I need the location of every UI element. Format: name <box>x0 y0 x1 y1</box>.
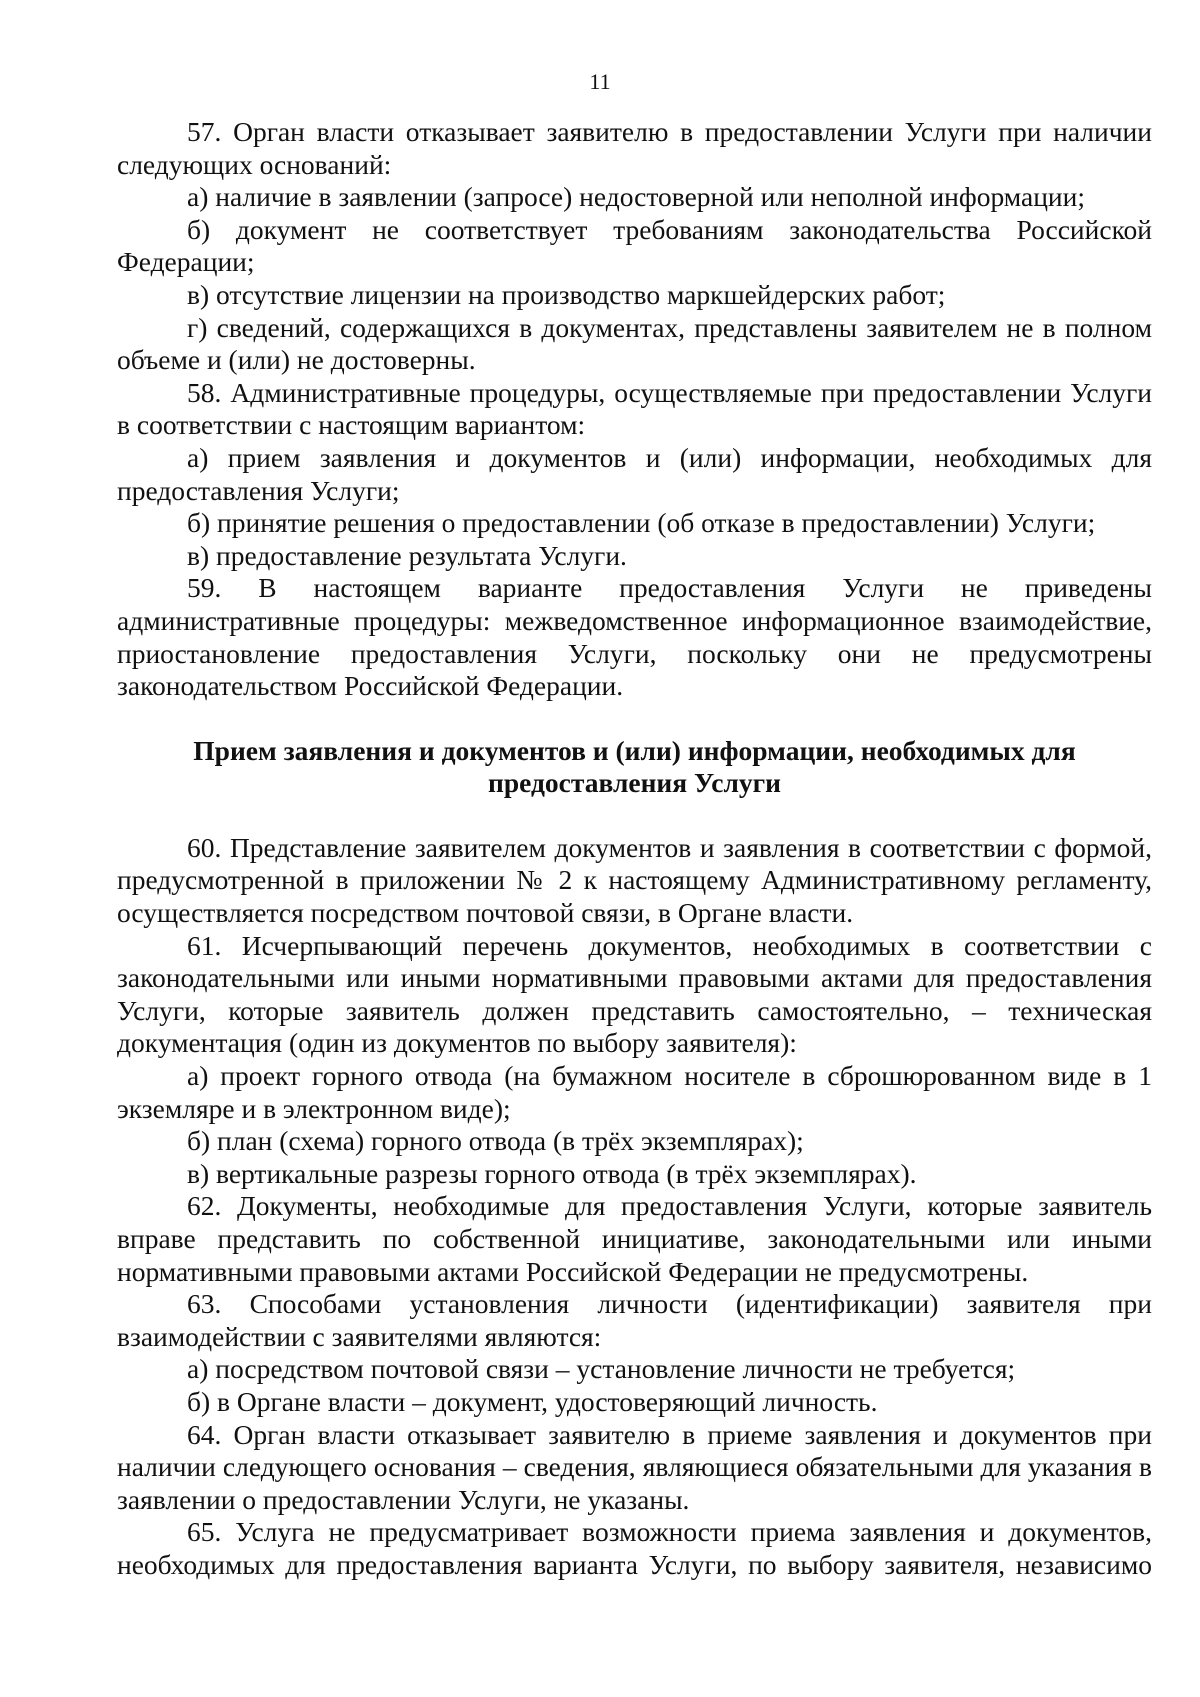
list-item-58b: б) принятие решения о предоставлении (об отказе в предоставлении) Услуги; <box>187 507 1096 539</box>
section-heading: Прием заявления и документов и (или) информации, необходимых для предоставления Услуги <box>193 734 1076 799</box>
list-item-57a: а) наличие в заявлении (запросе) недостоверной или неполной информации; <box>187 181 1085 213</box>
document-body <box>117 116 1152 1582</box>
list-item-57d: г) сведений, содержащихся в документах, представлены заявителем не в полном объеме и (или) не достоверны. <box>117 311 1152 376</box>
list-item-63b: б) в Органе власти – документ, удостоверяющий личность. <box>187 1385 878 1417</box>
paragraph-63: 63. Способами установления личности (идентификации) заявителя при взаимодействии с заявителями являются: <box>117 1288 1152 1352</box>
list-item-58a: а) прием заявления и документов и (или) информации, необходимых для предоставления Услуги; <box>117 441 1152 506</box>
paragraph-64: 64. Орган власти отказывает заявителю в приеме заявления и документов при наличии следующего основания – сведения, являющиеся обязательными для указания в заявлении о предоставлении Услуги, не указаны. <box>117 1418 1152 1515</box>
list-item-63a: а) посредством почтовой связи – установление личности не требуется; <box>187 1353 1016 1385</box>
paragraph-57: 57. Орган власти отказывает заявителю в предоставлении Услуги при наличии следующих оснований: <box>117 116 1152 180</box>
list-item-61b: б) план (схема) горного отвода (в трёх экземплярах); <box>187 1125 804 1157</box>
list-item-57c: в) отсутствие лицензии на производство маркшейдерских работ; <box>187 278 946 310</box>
paragraph-62: 62. Документы, необходимые для предоставления Услуги, которые заявитель вправе представить по собственной инициативе, законодательными или иными нормативными правовыми актами Российской Федерации не предусмотрены. <box>117 1190 1152 1287</box>
list-item-61c: в) вертикальные разрезы горного отвода (в трёх экземплярах). <box>187 1157 917 1189</box>
paragraph-59: 59. В настоящем варианте предоставления Услуги не приведены административные процедуры: межведомственное информационное взаимодействие, приостановление предоставления Услуги, поскольку они не предусмотрены законодательством Российской Федерации. <box>117 572 1152 702</box>
list-item-57b: б) документ не соответствует требованиям законодательства Российской Федерации; <box>117 213 1152 278</box>
page-number: 11 <box>589 69 611 94</box>
paragraph-58: 58. Административные процедуры, осуществляемые при предоставлении Услуги в соответствии с настоящим вариантом: <box>117 376 1152 441</box>
paragraph-60: 60. Представление заявителем документов и заявления в соответствии с формой, предусмотренной в приложении № 2 к настоящему Административному регламенту, осуществляется посредством почтовой связи, в Органе власти. <box>117 831 1152 929</box>
list-item-58c: в) предоставление результата Услуги. <box>187 539 627 571</box>
paragraph-61: 61. Исчерпывающий перечень документов, необходимых в соответствии с законодательными или иными нормативными правовыми актами для предоставления Услуги, которые заявитель должен представить самостоятельно, – техническая документация (один из документов по выбору заявителя): <box>117 929 1152 1059</box>
list-item-61a: а) проект горного отвода (на бумажном носителе в сброшюрованном виде в 1 экземляре и в электронном виде); <box>117 1060 1152 1124</box>
paragraph-65: 65. Услуга не предусматривает возможности приема заявления и документов, необходимых для предоставления варианта Услуги, по выбору заявителя, независимо <box>117 1516 1152 1580</box>
